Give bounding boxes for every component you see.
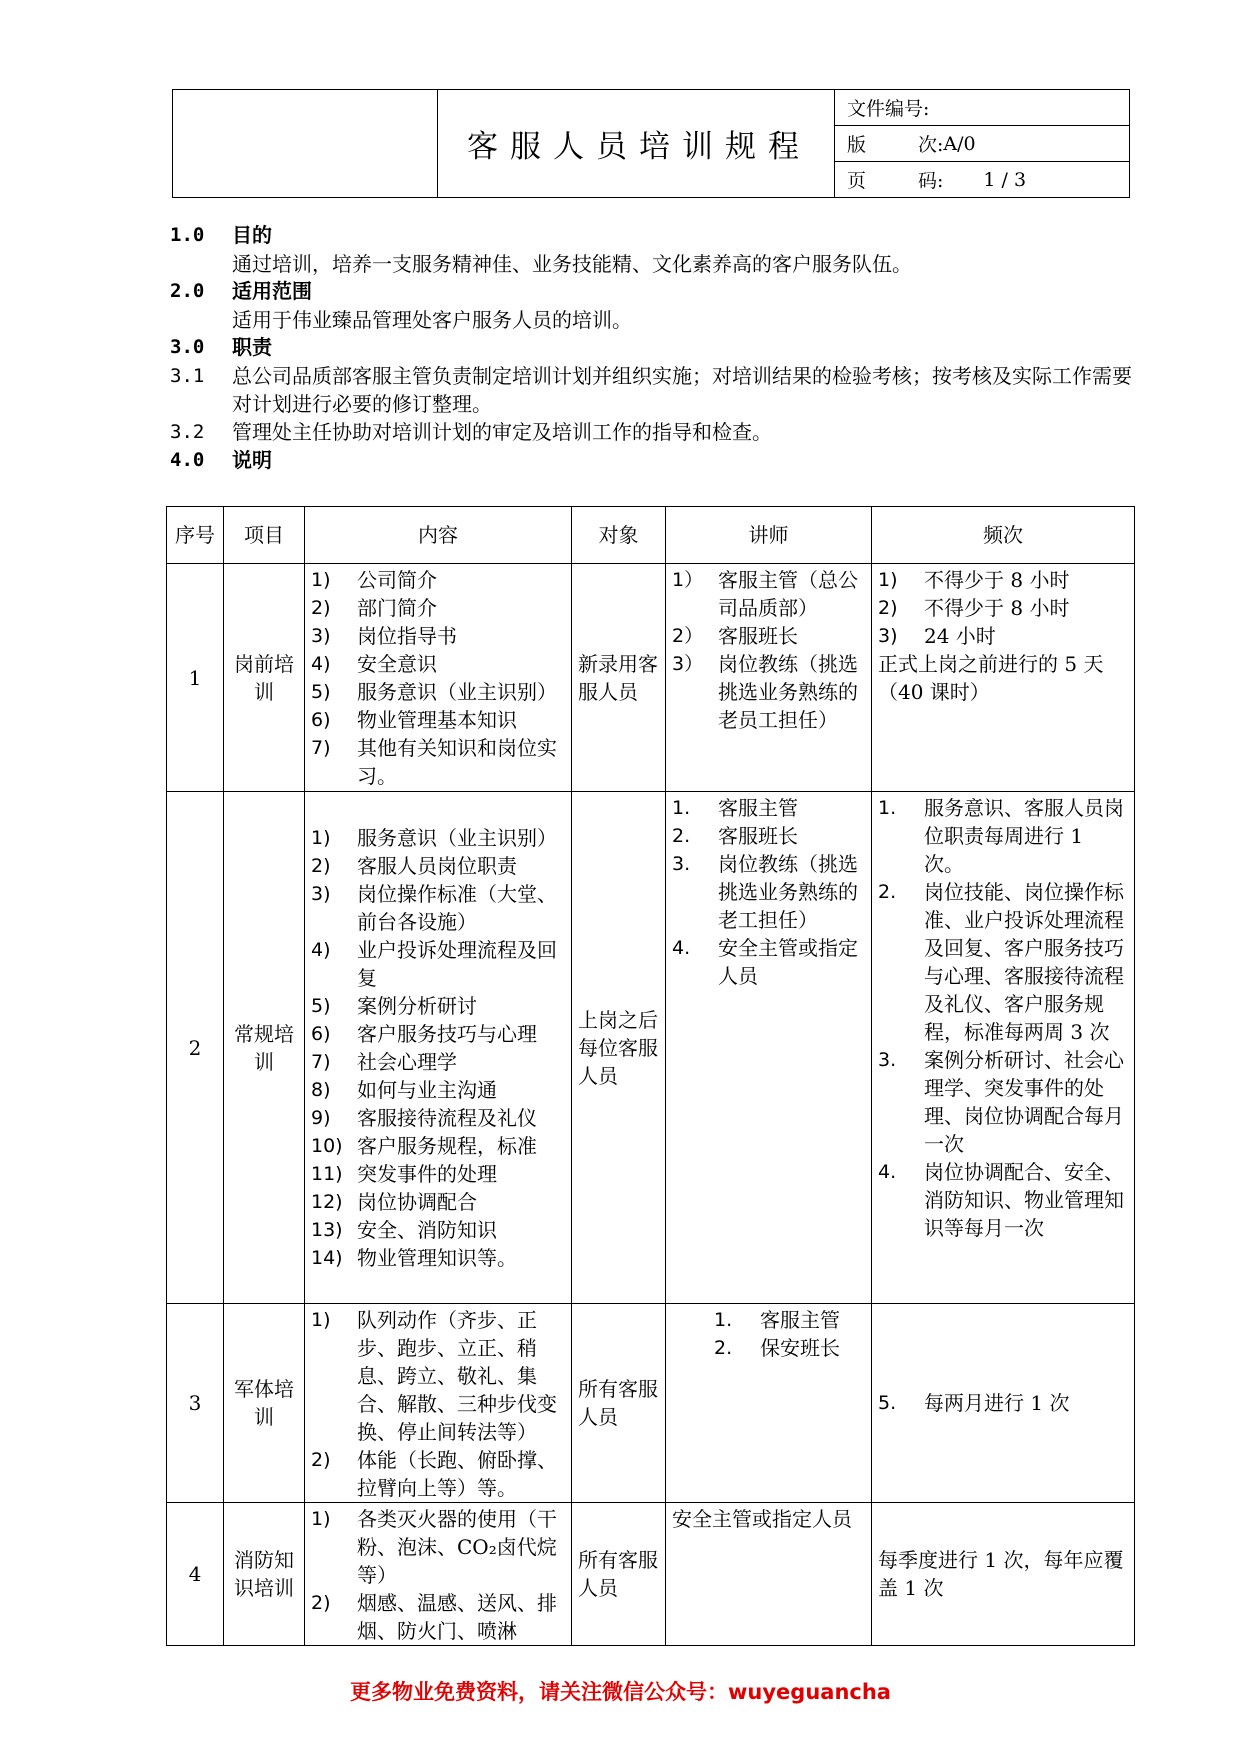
table-row bbox=[167, 792, 1135, 1304]
list-number: 3. bbox=[878, 1049, 897, 1071]
list-item bbox=[714, 1306, 865, 1334]
list-number: 2. bbox=[672, 825, 691, 847]
doc-number-row bbox=[835, 90, 1129, 126]
list-text: 客服班长 bbox=[718, 824, 798, 848]
list-text: 不得少于 8 小时 bbox=[924, 568, 1070, 592]
list-text: 24 小时 bbox=[924, 624, 996, 648]
list-item bbox=[311, 1160, 565, 1188]
header-target: 对象 bbox=[572, 507, 666, 564]
list-text: 客服主管 bbox=[718, 796, 798, 820]
list-number: 5) bbox=[311, 681, 331, 703]
list-number: 1) bbox=[311, 1508, 331, 1530]
list-number: 9) bbox=[311, 1106, 331, 1129]
list-text: 各类灭火器的使用（干粉、泡沫、CO₂卤代烷等） bbox=[357, 1507, 557, 1587]
item-list bbox=[311, 566, 565, 790]
item-list bbox=[878, 1389, 1128, 1417]
list-text: 物业管理知识等。 bbox=[357, 1245, 517, 1270]
item-list bbox=[311, 1505, 565, 1645]
section-number: 2.0 bbox=[170, 280, 205, 302]
list-text: 服务意识（业主识别） bbox=[357, 825, 557, 850]
page-value: 1 / 3 bbox=[983, 168, 1027, 191]
row-frequency bbox=[872, 564, 1135, 792]
list-text: 社会心理学 bbox=[357, 1049, 457, 1074]
header-item: 项目 bbox=[224, 507, 305, 564]
list-number: 6) bbox=[311, 1022, 331, 1045]
page-row bbox=[835, 162, 1129, 197]
row-item: 岗前培训 bbox=[224, 564, 305, 792]
section-title: 适用范围 bbox=[232, 279, 312, 303]
list-number: 3) bbox=[878, 625, 898, 647]
list-item bbox=[311, 936, 565, 992]
table-row bbox=[167, 564, 1135, 792]
list-item bbox=[311, 1306, 565, 1446]
list-item bbox=[878, 594, 1128, 622]
frequency-note: 正式上岗之前进行的 5 天（40 课时） bbox=[878, 652, 1104, 704]
list-number: 2) bbox=[311, 597, 331, 619]
document-meta bbox=[835, 90, 1129, 197]
list-item bbox=[311, 992, 565, 1020]
list-number: 2） bbox=[672, 625, 704, 647]
list-text: 岗位教练（挑选挑选业务熟练的老员工担任） bbox=[718, 652, 858, 732]
list-text: 客户服务技巧与心理 bbox=[357, 1021, 537, 1046]
list-number: 14) bbox=[311, 1246, 343, 1269]
list-text: 突发事件的处理 bbox=[357, 1161, 497, 1186]
list-number: 6) bbox=[311, 709, 331, 731]
section-number: 4.0 bbox=[170, 449, 205, 471]
page-label-2: 码: bbox=[918, 170, 944, 192]
list-item bbox=[311, 706, 565, 734]
row-seq: 2 bbox=[167, 792, 224, 1304]
list-number: 5. bbox=[878, 1392, 897, 1414]
list-number: 2) bbox=[311, 1449, 331, 1471]
list-text: 安全主管或指定人员 bbox=[718, 936, 858, 988]
row-content bbox=[305, 564, 572, 792]
list-item bbox=[672, 934, 865, 990]
list-number: 3） bbox=[672, 653, 704, 675]
list-text: 公司简介 bbox=[357, 568, 437, 592]
training-table bbox=[166, 506, 1135, 1646]
list-text: 岗位协调配合 bbox=[357, 1189, 477, 1214]
list-number: 1. bbox=[714, 1309, 733, 1331]
list-item bbox=[672, 794, 865, 822]
document-title: 客服人员培训规程 bbox=[438, 90, 835, 197]
list-text: 业户投诉处理流程及回复 bbox=[357, 937, 557, 990]
list-number: 1) bbox=[311, 569, 331, 591]
list-text: 安全意识 bbox=[357, 652, 437, 676]
list-number: 3) bbox=[311, 625, 331, 647]
section-number: 3.1 bbox=[170, 365, 205, 387]
section-number: 1.0 bbox=[170, 224, 205, 246]
list-item bbox=[311, 678, 565, 706]
list-item bbox=[311, 1104, 565, 1132]
list-number: 1. bbox=[878, 797, 897, 819]
list-number: 12) bbox=[311, 1190, 343, 1213]
header-seq: 序号 bbox=[167, 507, 224, 564]
list-number: 8) bbox=[311, 1078, 331, 1101]
section-body: 总公司品质部客服主管负责制定培训计划并组织实施；对培训结果的检验考核；按考核及实际工作需要对计划进行必要的修订整理。 bbox=[232, 364, 1132, 416]
list-item bbox=[878, 1389, 1128, 1417]
list-number: 4) bbox=[311, 938, 331, 961]
list-text: 岗位教练（挑选挑选业务熟练的老工担任） bbox=[718, 852, 858, 932]
list-text: 客服接待流程及礼仪 bbox=[357, 1105, 537, 1130]
list-text: 服务意识、客服人员岗位职责每周进行 1 次。 bbox=[924, 796, 1124, 876]
section-title: 职责 bbox=[232, 335, 272, 359]
list-number: 1） bbox=[672, 569, 704, 591]
row-item: 军体培训 bbox=[224, 1304, 305, 1503]
list-text: 客户服务规程，标准 bbox=[357, 1133, 537, 1158]
row-target: 上岗之后每位客服人员 bbox=[572, 792, 666, 1304]
list-text: 客服主管 bbox=[760, 1308, 840, 1332]
list-item bbox=[672, 566, 865, 622]
list-item bbox=[311, 566, 565, 594]
list-number: 4. bbox=[878, 1161, 897, 1183]
list-item bbox=[878, 622, 1128, 650]
section-title: 目的 bbox=[232, 223, 272, 247]
header-content: 内容 bbox=[305, 507, 572, 564]
row-target: 新录用客服人员 bbox=[572, 564, 666, 792]
list-item bbox=[311, 622, 565, 650]
list-text: 服务意识（业主识别） bbox=[357, 680, 557, 704]
version-label: 版 bbox=[847, 134, 867, 156]
list-number: 4) bbox=[311, 653, 331, 675]
row-item: 消防知识培训 bbox=[224, 1503, 305, 1646]
list-text: 岗位技能、岗位操作标准、业户投诉处理流程及回复、客户服务技巧与心理、客服接待流程及礼仪、客户服务规程，标准每两周 3 次 bbox=[924, 880, 1124, 1044]
row-target: 所有客服人员 bbox=[572, 1304, 666, 1503]
list-item bbox=[311, 1589, 565, 1645]
list-text: 客服人员岗位职责 bbox=[357, 853, 517, 878]
section-body: 通过培训，培养一支服务精神佳、业务技能精、文化素养高的客户服务队伍。 bbox=[232, 252, 912, 276]
list-item bbox=[311, 1244, 565, 1272]
section-body: 适用于伟业臻品管理处客户服务人员的培训。 bbox=[232, 308, 632, 332]
item-list bbox=[311, 1306, 565, 1502]
row-seq: 3 bbox=[167, 1304, 224, 1503]
list-item bbox=[714, 1334, 865, 1362]
list-item bbox=[311, 880, 565, 936]
footer-promo: 更多物业免费资料，请关注微信公众号：wuyeguancha bbox=[350, 1680, 891, 1704]
list-item bbox=[311, 1216, 565, 1244]
list-number: 4. bbox=[672, 937, 691, 959]
list-item bbox=[672, 622, 865, 650]
list-number: 2. bbox=[878, 881, 897, 903]
list-item bbox=[311, 1188, 565, 1216]
list-text: 安全、消防知识 bbox=[357, 1217, 497, 1242]
table-header-row bbox=[167, 507, 1135, 564]
list-item bbox=[311, 1020, 565, 1048]
list-item bbox=[311, 650, 565, 678]
list-item bbox=[311, 824, 565, 852]
list-item bbox=[311, 1505, 565, 1589]
list-item bbox=[878, 1046, 1128, 1158]
item-list bbox=[672, 794, 865, 990]
list-number: 1. bbox=[672, 797, 691, 819]
list-text: 岗位操作标准（大堂、前台各设施） bbox=[357, 881, 557, 934]
row-seq: 1 bbox=[167, 564, 224, 792]
item-list bbox=[878, 566, 1128, 650]
list-item bbox=[311, 1132, 565, 1160]
list-number: 10) bbox=[311, 1134, 343, 1157]
logo-cell bbox=[173, 90, 438, 197]
section-number: 3.0 bbox=[170, 336, 205, 358]
section-body: 管理处主任协助对培训计划的审定及培训工作的指导和检查。 bbox=[232, 420, 772, 444]
list-number: 2) bbox=[878, 597, 898, 619]
item-list bbox=[672, 566, 865, 734]
row-lecturer bbox=[666, 792, 872, 1304]
list-text: 客服主管（总公司品质部） bbox=[718, 568, 858, 620]
list-item bbox=[878, 794, 1128, 878]
row-content bbox=[305, 1503, 572, 1646]
row-lecturer bbox=[666, 1304, 872, 1503]
list-text: 案例分析研讨 bbox=[357, 993, 477, 1018]
page-label: 页 bbox=[847, 170, 867, 192]
list-number: 7) bbox=[311, 737, 331, 759]
row-content bbox=[305, 1304, 572, 1503]
row-frequency bbox=[872, 1304, 1135, 1503]
list-number: 1) bbox=[311, 1309, 331, 1331]
list-item bbox=[672, 650, 865, 734]
list-text: 其他有关知识和岗位实习。 bbox=[357, 736, 557, 788]
section-number: 3.2 bbox=[170, 421, 205, 443]
list-text: 岗位协调配合、安全、消防知识、物业管理知识等每月一次 bbox=[924, 1160, 1124, 1240]
list-number: 7) bbox=[311, 1050, 331, 1073]
list-number: 3. bbox=[672, 853, 691, 875]
list-item bbox=[672, 850, 865, 934]
list-number: 1) bbox=[311, 826, 331, 849]
header-frequency: 频次 bbox=[872, 507, 1135, 564]
list-number: 2) bbox=[311, 1592, 331, 1614]
version-label-2: 次: bbox=[918, 134, 944, 156]
doc-number-label: 文件编号: bbox=[847, 98, 930, 120]
list-item bbox=[672, 822, 865, 850]
list-text: 体能（长跑、俯卧撑、拉臂向上等）等。 bbox=[357, 1448, 557, 1500]
row-target: 所有客服人员 bbox=[572, 1503, 666, 1646]
list-item bbox=[311, 852, 565, 880]
list-number: 3) bbox=[311, 882, 331, 905]
list-text: 岗位指导书 bbox=[357, 624, 457, 648]
item-list bbox=[714, 1306, 865, 1362]
list-item bbox=[878, 878, 1128, 1046]
list-item bbox=[311, 1446, 565, 1502]
row-lecturer: 安全主管或指定人员 bbox=[666, 1503, 872, 1646]
row-item: 常规培训 bbox=[224, 792, 305, 1304]
table-row bbox=[167, 1304, 1135, 1503]
list-item bbox=[878, 1158, 1128, 1242]
list-number: 1) bbox=[878, 569, 898, 591]
table-row bbox=[167, 1503, 1135, 1646]
list-item bbox=[878, 566, 1128, 594]
list-item bbox=[311, 734, 565, 790]
list-number: 5) bbox=[311, 994, 331, 1017]
section-title: 说明 bbox=[232, 448, 272, 472]
list-text: 队列动作（齐步、正步、跑步、立正、稍息、跨立、敬礼、集合、解散、三种步伐变换、停止间转法等） bbox=[357, 1308, 557, 1444]
list-text: 每两月进行 1 次 bbox=[924, 1391, 1070, 1415]
row-lecturer bbox=[666, 564, 872, 792]
list-number: 2) bbox=[311, 854, 331, 877]
header-lecturer: 讲师 bbox=[666, 507, 872, 564]
list-text: 不得少于 8 小时 bbox=[924, 596, 1070, 620]
list-text: 案例分析研讨、社会心理学、突发事件的处理、岗位协调配合每月一次 bbox=[924, 1048, 1124, 1156]
row-frequency bbox=[872, 792, 1135, 1304]
row-seq: 4 bbox=[167, 1503, 224, 1646]
list-item bbox=[311, 594, 565, 622]
row-frequency: 每季度进行 1 次，每年应覆盖 1 次 bbox=[872, 1503, 1135, 1646]
list-number: 2. bbox=[714, 1337, 733, 1359]
item-list bbox=[311, 824, 565, 1272]
list-text: 烟感、温感、送风、排烟、防火门、喷淋 bbox=[357, 1591, 557, 1643]
list-item bbox=[311, 1048, 565, 1076]
list-text: 客服班长 bbox=[718, 624, 798, 648]
list-text: 部门简介 bbox=[357, 596, 437, 620]
version-value: A/0 bbox=[943, 132, 976, 155]
list-item bbox=[311, 1076, 565, 1104]
list-number: 13) bbox=[311, 1218, 343, 1241]
list-text: 保安班长 bbox=[760, 1336, 840, 1360]
list-text: 物业管理基本知识 bbox=[357, 708, 517, 732]
item-list bbox=[878, 794, 1128, 1242]
version-row bbox=[835, 126, 1129, 162]
document-header bbox=[172, 89, 1130, 198]
row-content bbox=[305, 792, 572, 1304]
list-number: 11) bbox=[311, 1162, 343, 1185]
list-text: 如何与业主沟通 bbox=[357, 1077, 497, 1102]
